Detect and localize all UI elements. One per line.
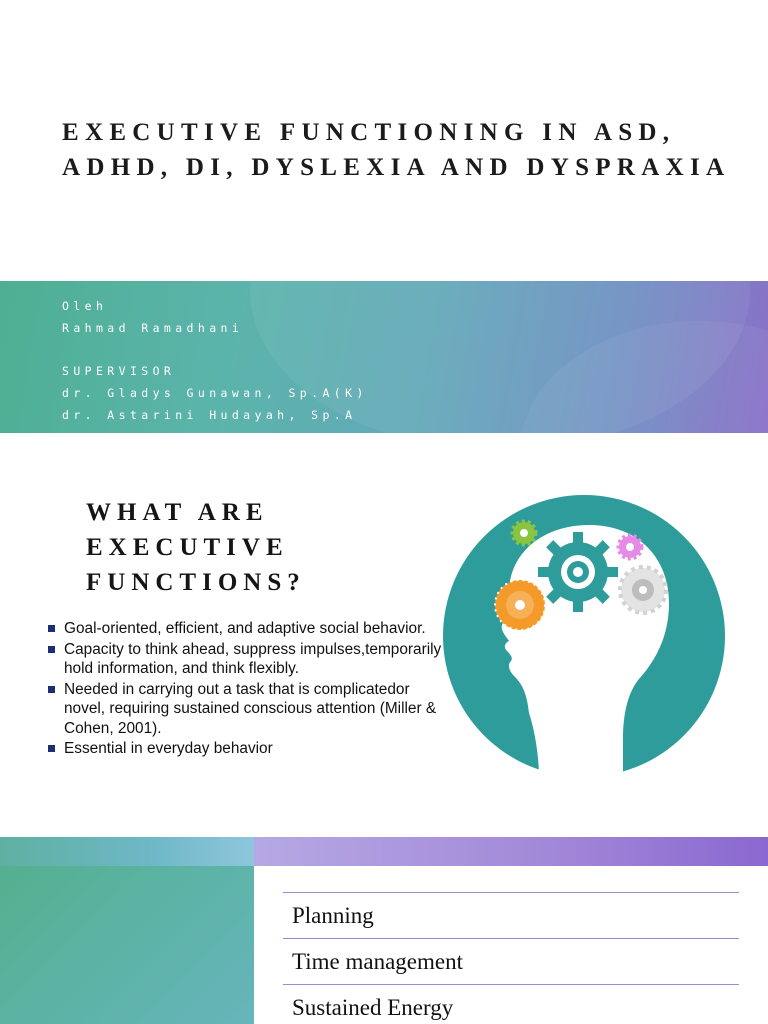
bullet-text: Capacity to think ahead, suppress impulses,temporarily hold information, and think flexibly. bbox=[64, 640, 442, 677]
presenter-band bbox=[0, 281, 768, 433]
by-label: Oleh bbox=[62, 299, 108, 313]
supervisor-name: dr. Astarini Hudayah, Sp.A bbox=[62, 408, 357, 422]
list-item-label: Sustained Energy bbox=[292, 995, 454, 1020]
bullet-item bbox=[48, 680, 443, 739]
title-slide bbox=[0, 0, 768, 433]
list-item bbox=[283, 938, 739, 984]
definition-slide bbox=[0, 433, 768, 834]
function-list bbox=[283, 892, 739, 1024]
bullet-text: Needed in carrying out a task that is complicatedor novel, requiring sustained conscious attention (Miller & Cohen, 2001). bbox=[64, 680, 437, 737]
slide-heading bbox=[86, 495, 326, 600]
bullet-item bbox=[48, 640, 443, 679]
list-slide bbox=[0, 834, 768, 1024]
list-item bbox=[283, 892, 739, 938]
bullet-text: Essential in everyday behavior bbox=[64, 740, 273, 757]
bullet-list bbox=[48, 619, 443, 760]
list-item bbox=[283, 984, 739, 1024]
supervisor-label: SUPERVISOR bbox=[62, 364, 176, 378]
supervisor-name: dr. Gladys Gunawan, Sp.A(K) bbox=[62, 386, 368, 400]
bullet-item bbox=[48, 619, 443, 639]
bullet-text: Goal-oriented, efficient, and adaptive social behavior. bbox=[64, 620, 426, 637]
square-bullet-icon bbox=[48, 625, 55, 632]
decor-panel bbox=[0, 866, 254, 1024]
presenter-info bbox=[62, 295, 368, 426]
head-with-gears-icon bbox=[443, 495, 725, 777]
presentation-title: EXECUTIVE FUNCTIONING IN ASD, ADHD, DI, DYSLEXIA AND DYSPRAXIA bbox=[62, 119, 731, 181]
list-item-label: Planning bbox=[292, 903, 374, 928]
decor-strip bbox=[254, 837, 768, 866]
square-bullet-icon bbox=[48, 646, 55, 653]
square-bullet-icon bbox=[48, 686, 55, 693]
author-name: Rahmad Ramadhani bbox=[62, 321, 244, 335]
decor-strip bbox=[0, 837, 254, 866]
bullet-item bbox=[48, 739, 443, 759]
heading-line: WHAT ARE EXECUTIVE FUNCTIONS? bbox=[86, 499, 306, 596]
square-bullet-icon bbox=[48, 745, 55, 752]
list-item-label: Time management bbox=[292, 949, 463, 974]
spacer bbox=[62, 339, 368, 360]
